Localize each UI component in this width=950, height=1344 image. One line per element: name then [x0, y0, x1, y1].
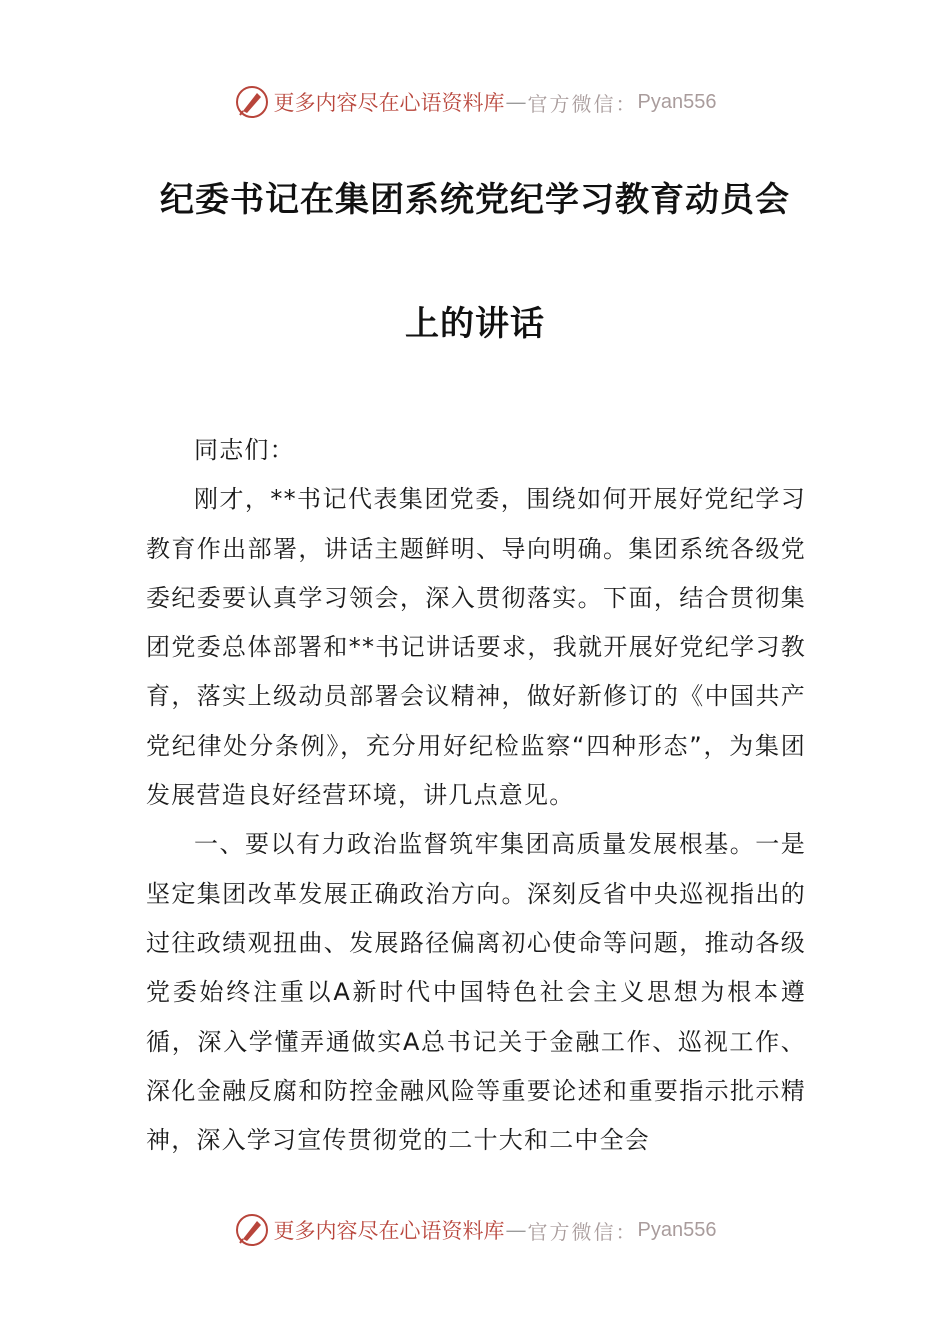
watermark-banner-top — [0, 80, 950, 124]
watermark-wechat-id: Pyan556 — [637, 1218, 717, 1241]
watermark-text: 更多内容尽在心语资料库 — [273, 91, 505, 115]
pen-nib-logo-icon — [234, 84, 270, 120]
watermark-banner-bottom — [0, 1208, 950, 1252]
watermark-wechat-label: 官方微信： — [527, 91, 638, 116]
salutation-paragraph: 同志们： — [194, 436, 295, 464]
body-paragraph: 刚才，**书记代表集团党委，围绕如何开展好党纪学习教育作出部署，讲话主题鲜明、导向明确。集团系统各级党委纪委要认真学习领会，深入贯彻落实。下面，结合贯彻集团党委总体部署和**书记讲话要求，我就开展好党纪学习教育，落实上级动员部署会议精神，做好新修订的《中国共产党纪律处分条例》，充分用好纪检监察“四种形态”，为集团发展营造良好经营环境，讲几点意见。 — [146, 485, 806, 810]
watermark-wechat-label: 官方微信： — [527, 1219, 638, 1244]
body-paragraph: 一、要以有力政治监督筑牢集团高质量发展根基。一是坚定集团改革发展正确政治方向。深刻反省中央巡视指出的过往政绩观扭曲、发展路径偏离初心使命等问题，推动各级党委始终注重以A新时代中国特色社会主义思想为根本遵循，深入学懂弄通做实A总书记关于金融工作、巡视工作、深化金融反腐和防控金融风险等重要论述和重要指示批示精神，深入学习宣传贯彻党的二十大和二中全会 — [146, 830, 806, 1155]
document-title-line-1: 纪委书记在集团系统党纪学习教育动员会 — [160, 180, 790, 220]
document-title-line-2: 上的讲话 — [405, 304, 545, 344]
watermark-dash: — — [505, 1218, 527, 1242]
pen-nib-logo-icon — [234, 1212, 270, 1248]
watermark-wechat-id: Pyan556 — [637, 90, 717, 113]
watermark-dash: — — [505, 90, 527, 114]
watermark-text: 更多内容尽在心语资料库 — [273, 1219, 505, 1243]
document-body — [146, 426, 806, 1165]
